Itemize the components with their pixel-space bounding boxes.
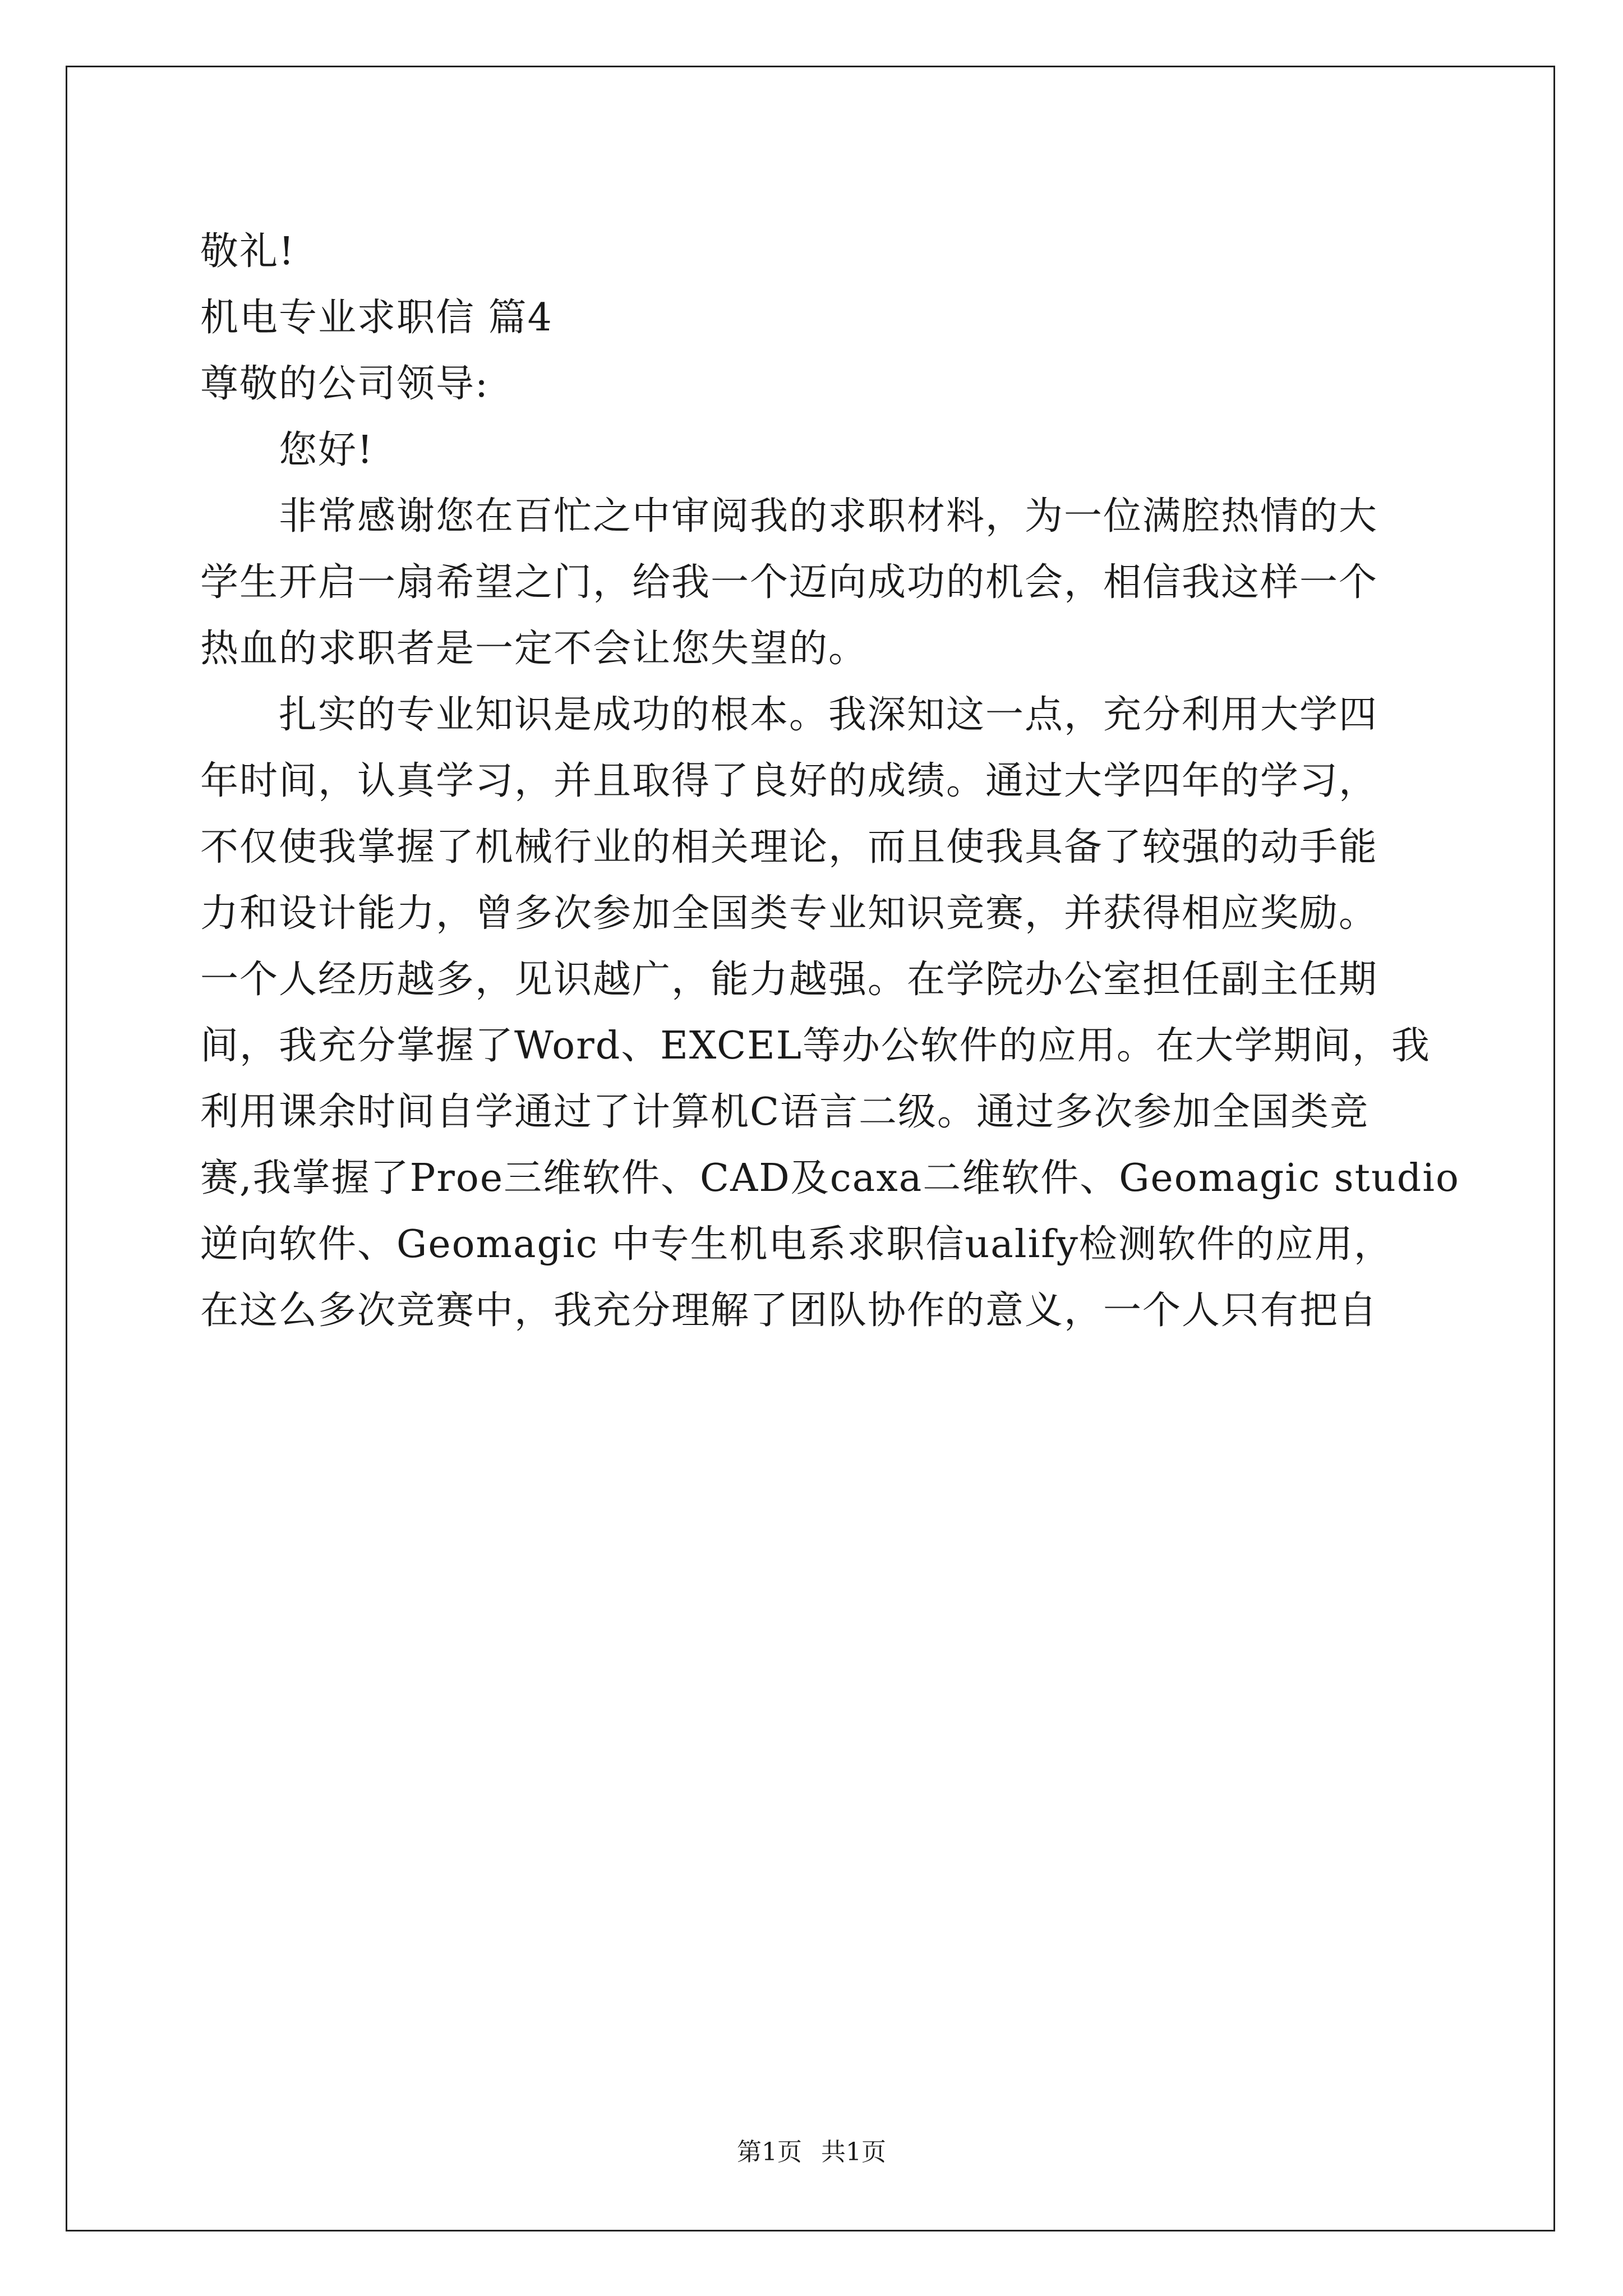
paragraph-line: 年时间，认真学习，并且取得了良好的成绩。通过大学四年的学习，: [200, 759, 1378, 803]
paragraph-line: 在这么多次竞赛中，我充分理解了团队协作的意义，一个人只有把自: [200, 1289, 1378, 1333]
paragraph-line: 利用课余时间自学通过了计算机C语言二级。通过多次参加全国类竞: [200, 1090, 1370, 1134]
salutation: 尊敬的公司领导:: [200, 362, 489, 406]
paragraph-line: 学生开启一扇希望之门，给我一个迈向成功的机会，相信我这样一个: [200, 560, 1378, 605]
paragraph-line: 一个人经历越多，见识越广，能力越强。在学院办公室担任副主任期: [200, 958, 1378, 1002]
paragraph-line: 间，我充分掌握了Word、EXCEL等办公软件的应用。在大学期间，我: [200, 1024, 1431, 1068]
section-heading: 机电专业求职信 篇4: [200, 296, 553, 340]
closing-salute: 敬礼!: [200, 229, 296, 274]
paragraph-line: 热血的求职者是一定不会让您失望的。: [200, 627, 868, 671]
paragraph-line: 逆向软件、Geomagic 中专生机电系求职信ualify检测软件的应用，: [200, 1222, 1393, 1267]
greeting: 您好!: [279, 428, 374, 472]
letter-body: [200, 219, 1460, 1344]
paragraph-line: 不仅使我掌握了机械行业的相关理论，而且使我具备了较强的动手能: [200, 825, 1378, 869]
paragraph-line: 非常感谢您在百忙之中审阅我的求职材料，为一位满腔热情的大: [279, 494, 1378, 539]
paragraph-line: 赛,我掌握了Proe三维软件、CAD及caxa二维软件、Geomagic studio: [200, 1156, 1460, 1200]
paragraph-line: 力和设计能力，曾多次参加全国类专业知识竞赛，并获得相应奖励。: [200, 891, 1378, 936]
paragraph-line: 扎实的专业知识是成功的根本。我深知这一点，充分利用大学四: [279, 693, 1378, 737]
page-footer: 第1页 共1页: [737, 2138, 886, 2166]
